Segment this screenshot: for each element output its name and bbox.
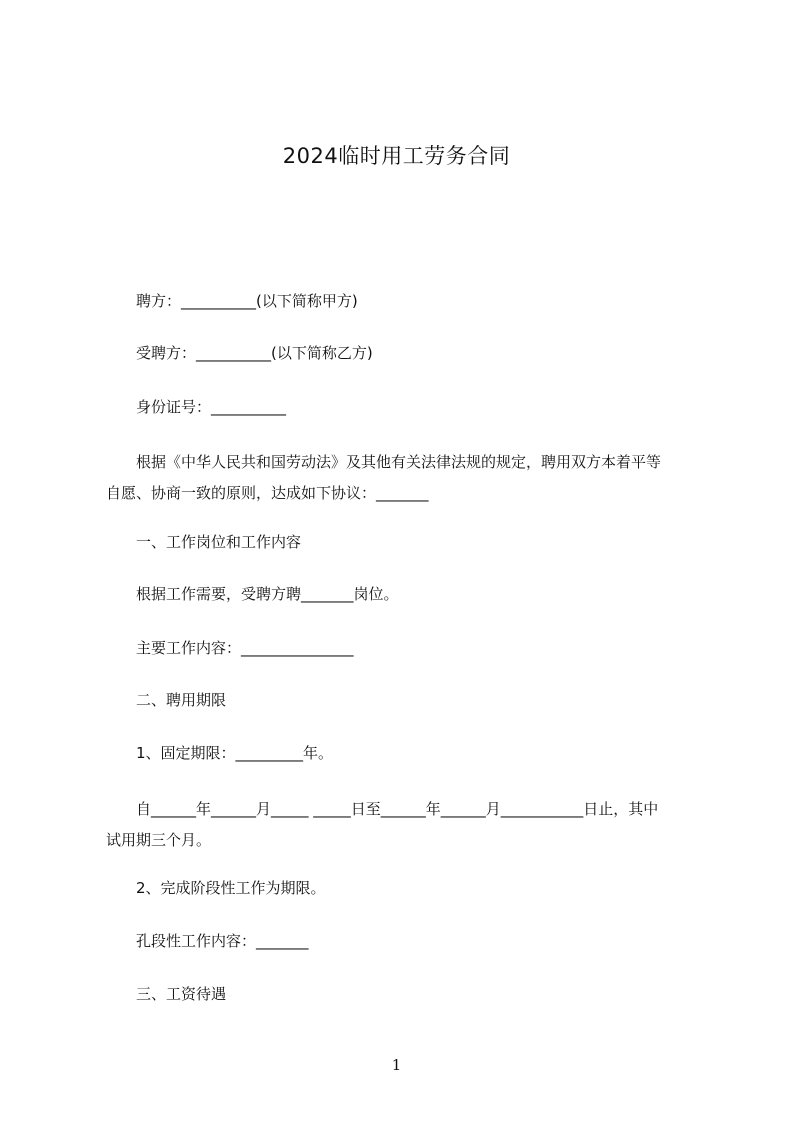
section-1-position-line: 根据工作需要，受聘方聘_______岗位。 — [136, 585, 399, 603]
employer-line: 聘方：__________(以下简称甲方) — [136, 292, 358, 310]
section-2-dates-line-2: 试用期三个月。 — [106, 831, 212, 849]
id-number-line: 身份证号：__________ — [136, 398, 287, 416]
section-1-content-line: 主要工作内容：_______________ — [136, 639, 354, 657]
section-3-heading: 三、工资待遇 — [136, 985, 227, 1003]
section-1-heading: 一、工作岗位和工作内容 — [136, 533, 302, 551]
section-2-dates-paragraph — [106, 794, 706, 856]
document-title: 2024临时用工劳务合同 — [282, 144, 511, 168]
section-2-stage-line: 2、完成阶段性工作为期限。 — [136, 879, 326, 897]
page-number: 1 — [391, 1056, 402, 1074]
intro-paragraph-line-2: 自愿、协商一致的原则，达成如下协议：_______ — [106, 484, 429, 502]
section-2-stage-content-line: 孔段性工作内容：_______ — [136, 932, 309, 950]
section-2-dates-line-1: 自______年______月_____ _____日至______年______月___________日止，其中 — [136, 800, 659, 818]
intro-paragraph — [106, 447, 706, 509]
section-2-fixed-term-line: 1、固定期限：_________年。 — [136, 744, 334, 762]
intro-paragraph-line-1: 根据《中华人民共和国劳动法》及其他有关法律法规的规定，聘用双方本着平等 — [136, 453, 662, 471]
employee-line: 受聘方：__________(以下简称乙方) — [136, 344, 373, 362]
section-2-heading: 二、聘用期限 — [136, 691, 227, 709]
